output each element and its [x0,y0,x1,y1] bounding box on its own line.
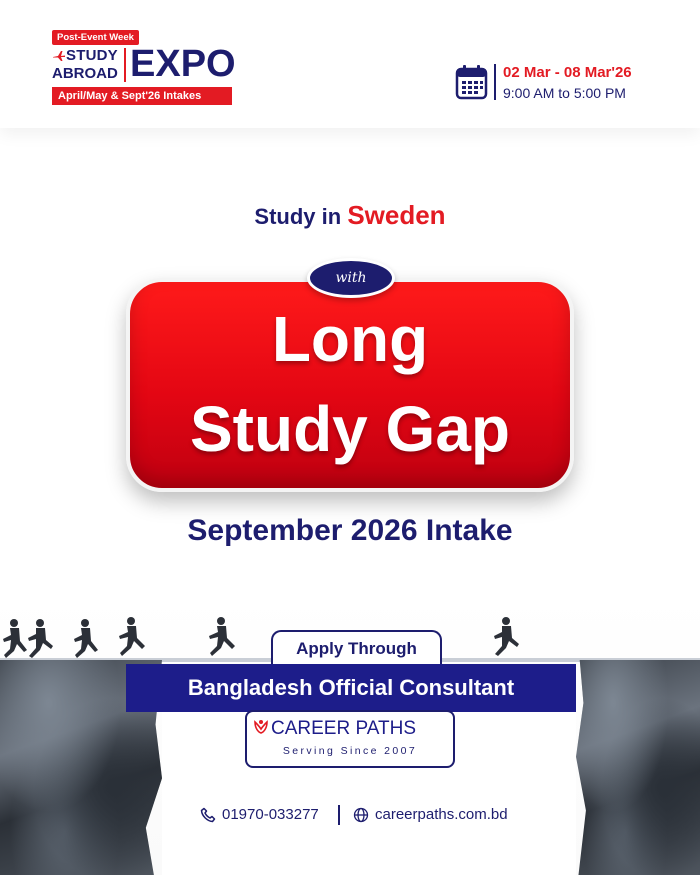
subtitle-prefix: Study in [254,204,348,229]
runner-figure [206,616,238,658]
right-cliff [576,660,700,875]
contact-divider [338,805,340,825]
runner-figure [70,618,102,660]
with-badge: with [307,258,395,298]
phone-icon [200,807,216,823]
apply-through-tab: Apply Through [271,630,442,665]
logo-abroad-text: ABROAD [52,65,118,82]
phone-number[interactable]: 01970-033277 [222,806,319,823]
website-link[interactable]: careerpaths.com.bd [375,806,508,823]
logo-study-text: STUDY [66,47,118,64]
event-time: 9:00 AM to 5:00 PM [503,85,626,101]
career-paths-tagline: Serving Since 2007 [282,745,418,757]
subtitle-country: Sweden [347,200,446,230]
event-date: 02 Mar - 08 Mar'26 [503,64,632,81]
date-divider [494,64,496,100]
headline-line-1: Long [271,303,429,375]
career-paths-logo-icon [252,718,270,736]
logo-divider [124,48,126,82]
intake-text: September 2026 Intake [187,514,513,547]
runner-figure [116,616,148,658]
calendar-icon [455,64,488,100]
plane-icon [52,50,66,62]
logo-expo-text: EXPO [130,43,236,85]
consultant-banner: Bangladesh Official Consultant [126,664,576,712]
career-paths-name: CAREER PATHS [271,718,416,739]
headline-line-2: Study Gap [189,393,511,465]
runner-figure [490,616,522,658]
subtitle [0,200,700,231]
runner-figure [24,618,56,660]
event-tag: Post-Event Week [52,30,139,45]
globe-icon [353,807,369,823]
intakes-tag: April/May & Sept'26 Intakes [52,87,232,105]
